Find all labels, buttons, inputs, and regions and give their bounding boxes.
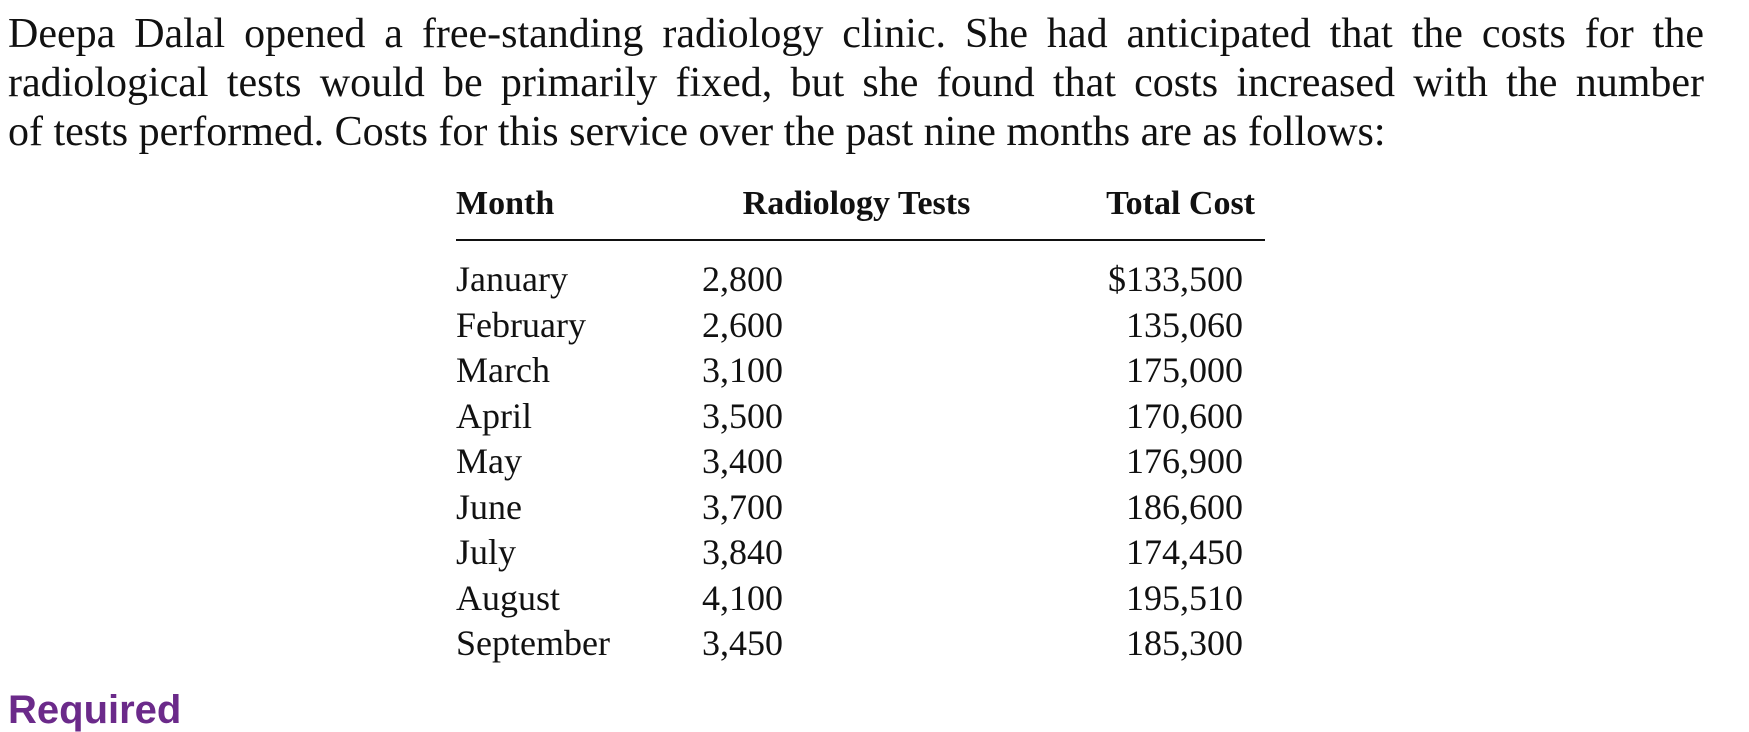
radiology-tests-cell: 3,400 <box>702 441 783 481</box>
radiology-tests-cell: 3,450 <box>702 623 783 663</box>
radiology-tests-cell: 2,800 <box>702 259 783 299</box>
column-header-total-cost: Total Cost <box>1011 183 1265 240</box>
column-header-month: Month <box>456 183 702 240</box>
table-row <box>456 394 1265 440</box>
monthly-cost-table <box>456 183 1265 667</box>
total-cost-cell: 135,060 <box>1126 304 1243 345</box>
month-cell: January <box>456 259 568 299</box>
radiology-tests-cell: 3,100 <box>702 350 783 390</box>
table-row <box>456 621 1265 667</box>
month-cell: April <box>456 395 532 436</box>
table-row <box>456 439 1265 485</box>
radiology-tests-cell: 3,700 <box>702 486 783 527</box>
problem-statement-line: radiological tests would be primarily fixed, but she found that costs increased with the number <box>8 60 1704 106</box>
table-row <box>456 348 1265 394</box>
month-cell: August <box>456 577 561 618</box>
month-cell: June <box>456 486 522 527</box>
table-row <box>456 530 1265 576</box>
problem-statement <box>8 10 1704 157</box>
problem-statement-line: of tests performed. Costs for this service over the past nine months are as follows: <box>8 109 1386 155</box>
table-row <box>456 576 1265 622</box>
radiology-tests-cell: 2,600 <box>702 304 783 345</box>
column-header-radiology-tests: Radiology Tests <box>702 183 1011 240</box>
radiology-tests-cell: 3,500 <box>702 395 783 436</box>
month-cell: March <box>456 350 550 390</box>
radiology-tests-cell: 4,100 <box>702 577 783 618</box>
table-header-row <box>456 183 1265 240</box>
month-cell: May <box>456 441 522 481</box>
month-cell: July <box>456 532 517 572</box>
table-row <box>456 303 1265 349</box>
total-cost-cell: 175,000 <box>1126 350 1243 390</box>
table-row <box>456 240 1265 303</box>
problem-statement-line: Deepa Dalal opened a free-standing radiology clinic. She had anticipated that the costs for the <box>8 11 1704 57</box>
total-cost-cell: 185,300 <box>1126 623 1243 663</box>
month-cell: September <box>456 623 610 663</box>
radiology-tests-cell: 3,840 <box>702 532 783 572</box>
total-cost-cell: 176,900 <box>1126 441 1243 481</box>
required-heading-text: Required <box>8 688 182 732</box>
total-cost-cell: 186,600 <box>1126 486 1243 527</box>
total-cost-cell: 195,510 <box>1126 577 1243 618</box>
total-cost-cell: 174,450 <box>1126 532 1243 572</box>
required-section-heading <box>8 688 208 732</box>
table-row <box>456 485 1265 531</box>
month-cell: February <box>456 304 586 345</box>
total-cost-cell: $133,500 <box>1108 259 1243 299</box>
total-cost-cell: 170,600 <box>1126 395 1243 436</box>
